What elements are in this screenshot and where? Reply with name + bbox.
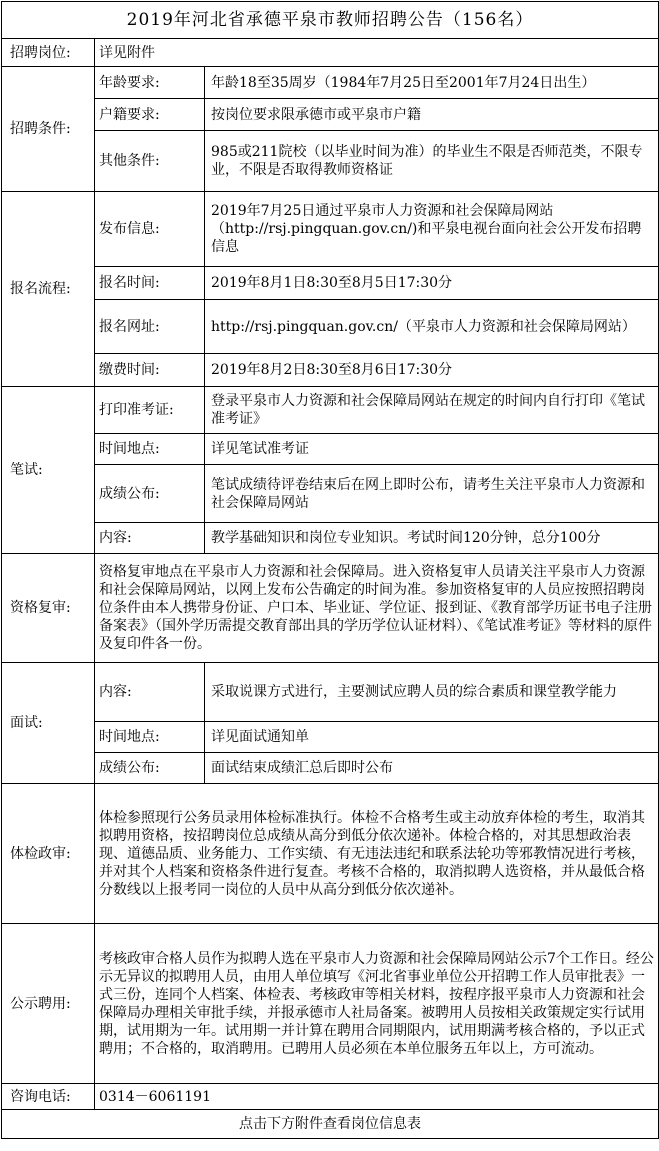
- consult-phone-value: 0314－6061191: [95, 1084, 659, 1110]
- attachment-link[interactable]: 点击下方附件查看岗位信息表: [2, 1110, 659, 1139]
- publicity-value: 考核政审合格人员作为拟聘人选在平泉市人力资源和社会保障局网站公示7个工作日。经公示无异议的拟聘用人员，由用人单位填写《河北省事业单位公开招聘工作人员审批表》一式三份，连同个人档案、体检表、考核政审等相关材料，按程序报平泉市人力资源和社会保障局办理相关审批手续，并报承德市人社局备案。被聘用人员按相关政策规定实行试用期，试用期为一年。试用期一并计算在聘用合同期限内，试用期满考核合格的，予以正式聘用；不合格的，取消聘用。已聘用人员必须在本单位服务五年以上，方可流动。: [95, 924, 659, 1084]
- interview-content-label: 内容:: [95, 663, 205, 722]
- interview-time-place-label: 时间地点:: [95, 722, 205, 753]
- age-value: 年龄18至35周岁（1984年7月25日至2001年7月24日出生）: [205, 67, 659, 99]
- other-conditions-label: 其他条件:: [95, 131, 205, 192]
- exam-content-label: 内容:: [95, 523, 205, 554]
- payment-time-value: 2019年8月2日8:30至8月6日17:30分: [205, 354, 659, 387]
- household-label: 户籍要求:: [95, 99, 205, 131]
- exam-time-place-value: 详见笔试准考证: [205, 434, 659, 465]
- reg-time-label: 报名时间:: [95, 267, 205, 300]
- position-value: 详见附件: [95, 39, 659, 67]
- exam-results-label: 成绩公布:: [95, 465, 205, 523]
- position-label: 招聘岗位:: [2, 39, 95, 67]
- physical-exam-label: 体检政审:: [2, 784, 95, 924]
- physical-exam-value: 体检参照现行公务员录用体检标准执行。体检不合格考生或主动放弃体检的考生，取消其拟聘用资格，按招聘岗位总成绩从高分到低分依次递补。体检合格的，对其思想政治表现、道德品质、业务能力、工作实绩、有无违法违纪和联系法轮功等邪教情况进行考核，并对其个人档案和资格条件进行复查。考核不合格的，取消拟聘人选资格，并从最低合格分数线以上报考同一岗位的人员中从高分到低分依次递补。: [95, 784, 659, 924]
- interview-label: 面试:: [2, 663, 95, 784]
- registration-label: 报名流程:: [2, 192, 95, 387]
- qualification-review-value: 资格复审地点在平泉市人力资源和社会保障局。进入资格复审人员请关注平泉市人力资源和社会保障局网站，以网上发布公告确定的时间为准。参加资格复审的人员应按照招聘岗位条件由本人携带身份证、户口本、毕业证、学位证、报到证、《教育部学历证书电子注册备案表》（国外学历需提交教育部出具的学历学位认证材料）、《笔试准考证》等材料的原件及复印件各一份。: [95, 554, 659, 663]
- reg-url-label: 报名网址:: [95, 300, 205, 354]
- age-label: 年龄要求:: [95, 67, 205, 99]
- written-exam-label: 笔试:: [2, 387, 95, 554]
- interview-results-value: 面试结束成绩汇总后即时公布: [205, 753, 659, 784]
- exam-time-place-label: 时间地点:: [95, 434, 205, 465]
- payment-time-label: 缴费时间:: [95, 354, 205, 387]
- interview-content-value: 采取说课方式进行，主要测试应聘人员的综合素质和课堂教学能力: [205, 663, 659, 722]
- consult-phone-label: 咨询电话:: [2, 1084, 95, 1110]
- publish-label: 发布信息:: [95, 192, 205, 267]
- recruitment-table: [1, 1, 659, 1139]
- requirements-label: 招聘条件:: [2, 67, 95, 192]
- interview-time-place-value: 详见面试通知单: [205, 722, 659, 753]
- household-value: 按岗位要求限承德市或平泉市户籍: [205, 99, 659, 131]
- page-title: 2019年河北省承德平泉市教师招聘公告（156名）: [2, 2, 659, 39]
- qualification-review-label: 资格复审:: [2, 554, 95, 663]
- admission-ticket-label: 打印准考证:: [95, 387, 205, 434]
- exam-results-value: 笔试成绩待评卷结束后在网上即时公布，请考生关注平泉市人力资源和社会保障局网站: [205, 465, 659, 523]
- interview-results-label: 成绩公布:: [95, 753, 205, 784]
- publicity-label: 公示聘用:: [2, 924, 95, 1084]
- admission-ticket-value: 登录平泉市人力资源和社会保障局网站在规定的时间内自行打印《笔试准考证》: [205, 387, 659, 434]
- exam-content-value: 教学基础知识和岗位专业知识。考试时间120分钟，总分100分: [205, 523, 659, 554]
- other-conditions-value: 985或211院校（以毕业时间为准）的毕业生不限是否师范类，不限专业，不限是否取得教师资格证: [205, 131, 659, 192]
- publish-value: 2019年7月25日通过平泉市人力资源和社会保障局网站（http://rsj.pingquan.gov.cn/)和平泉电视台面向社会公开发布招聘信息: [205, 192, 659, 267]
- reg-url-value: http://rsj.pingquan.gov.cn/（平泉市人力资源和社会保障局网站）: [205, 300, 659, 354]
- reg-time-value: 2019年8月1日8:30至8月5日17:30分: [205, 267, 659, 300]
